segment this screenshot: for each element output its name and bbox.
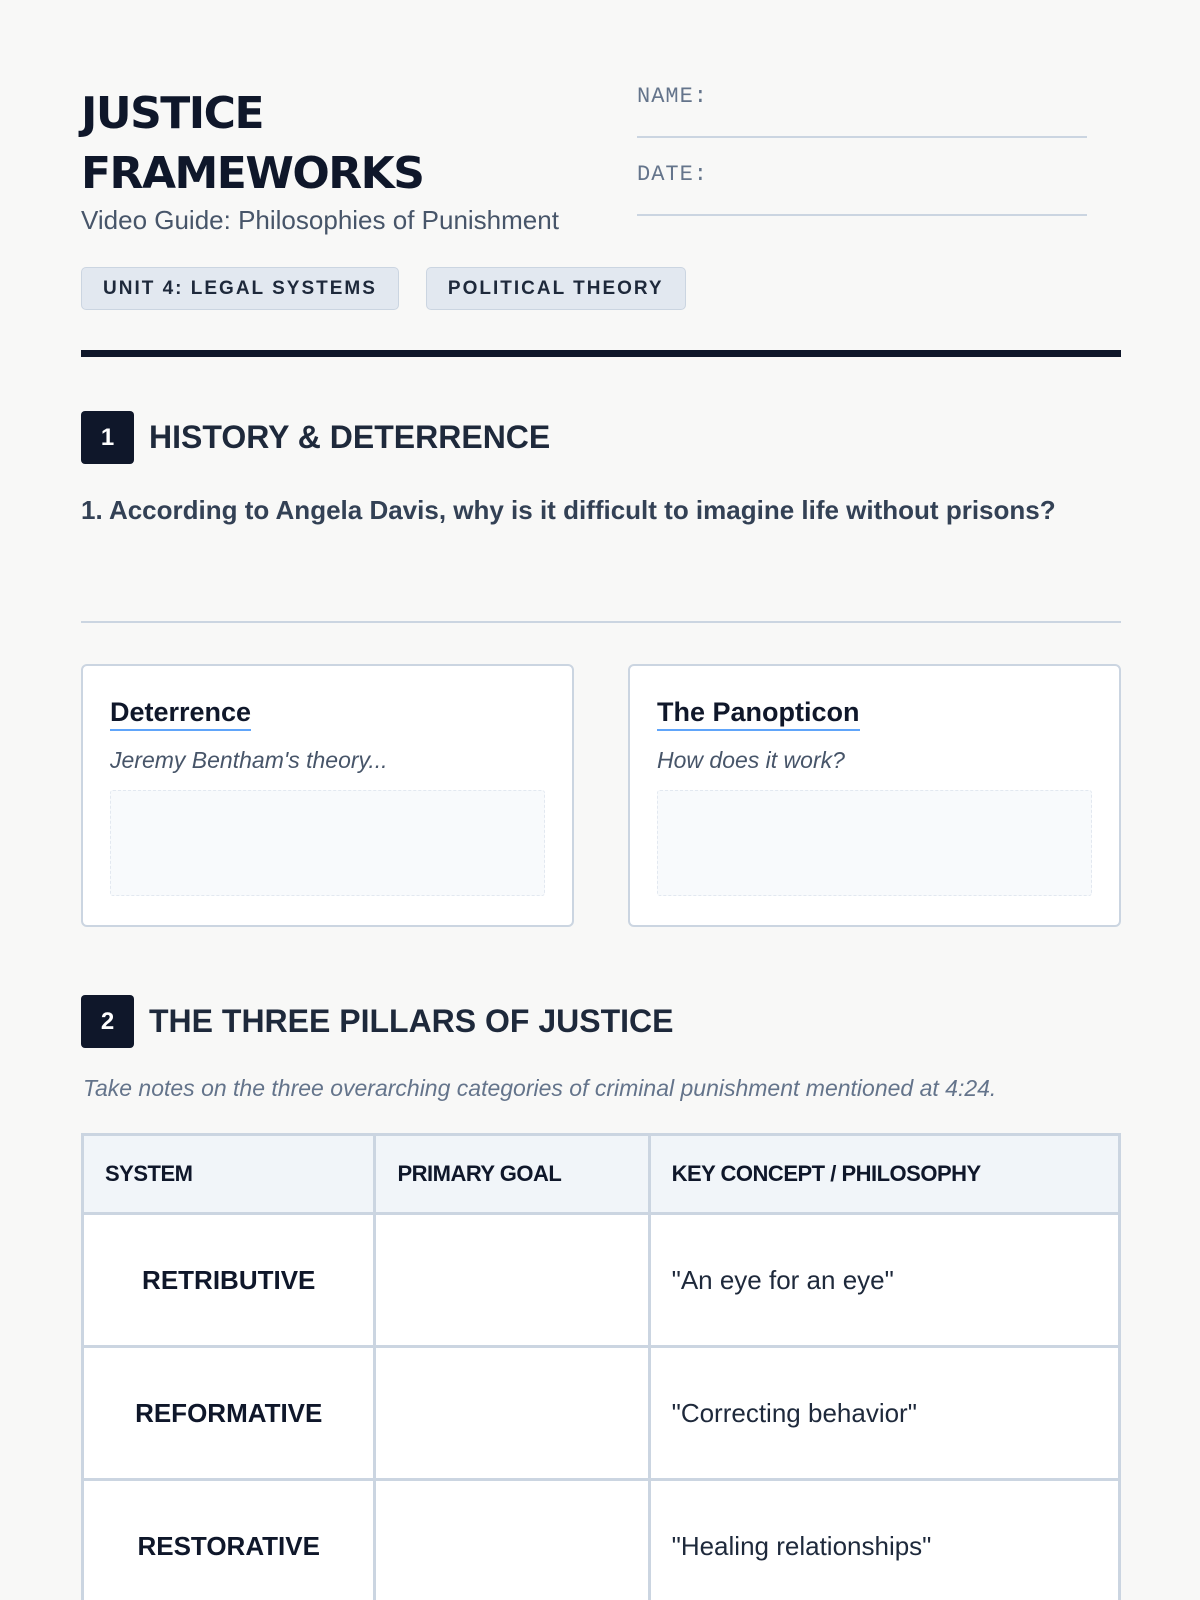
goal-answer-cell[interactable]	[375, 1214, 649, 1347]
section-instructions: Take notes on the three overarching categories of criminal punishment mentioned at 4:24.	[83, 1075, 997, 1101]
name-label: NAME:	[637, 84, 709, 109]
card-answer-box[interactable]	[110, 790, 545, 896]
section-title: HISTORY & DETERRENCE	[149, 419, 551, 455]
card-title: Deterrence	[110, 696, 251, 731]
concept-cell: "Correcting behavior"	[649, 1347, 1119, 1480]
section-2-header	[81, 995, 673, 1048]
answer-line[interactable]	[81, 621, 1121, 623]
column-header-goal: PRIMARY GOAL	[375, 1135, 649, 1214]
name-field[interactable]	[637, 136, 1087, 138]
table-row	[83, 1214, 1120, 1347]
pillars-table	[81, 1133, 1121, 1600]
system-cell: RETRIBUTIVE	[83, 1214, 375, 1347]
goal-answer-cell[interactable]	[375, 1347, 649, 1480]
concept-cell: "An eye for an eye"	[649, 1214, 1119, 1347]
section-title: THE THREE PILLARS OF JUSTICE	[149, 1003, 674, 1039]
column-header-system: SYSTEM	[83, 1135, 375, 1214]
title-line-1: JUSTICE	[81, 88, 264, 139]
section-number-badge: 2	[81, 995, 134, 1048]
question-prompt: 1. According to Angela Davis, why is it difficult to imagine life without prisons?	[81, 495, 1056, 525]
table-header-row	[83, 1135, 1120, 1214]
card-panopticon	[628, 664, 1121, 927]
column-header-concept: KEY CONCEPT / PHILOSOPHY	[649, 1135, 1119, 1214]
title-line-2: FRAMEWORKS	[81, 148, 424, 199]
header-divider	[81, 350, 1121, 357]
concept-cell: "Healing relationships"	[649, 1480, 1119, 1600]
student-fields	[637, 80, 1087, 236]
table-row	[83, 1347, 1120, 1480]
system-cell: REFORMATIVE	[83, 1347, 375, 1480]
card-subtitle: How does it work?	[657, 747, 845, 773]
card-subtitle: Jeremy Bentham's theory...	[110, 747, 388, 773]
tag-unit: UNIT 4: LEGAL SYSTEMS	[81, 267, 399, 310]
worksheet-header	[81, 80, 1121, 320]
card-title: The Panopticon	[657, 696, 860, 731]
system-cell: RESTORATIVE	[83, 1480, 375, 1600]
tag-subject: POLITICAL THEORY	[426, 267, 686, 310]
card-deterrence	[81, 664, 574, 927]
tag-list	[81, 267, 686, 310]
section-1-header	[81, 411, 550, 464]
page-title	[81, 84, 423, 204]
date-field[interactable]	[637, 214, 1087, 216]
table-row	[83, 1480, 1120, 1600]
goal-answer-cell[interactable]	[375, 1480, 649, 1600]
card-answer-box[interactable]	[657, 790, 1092, 896]
concept-cards	[81, 664, 1121, 927]
section-number-badge: 1	[81, 411, 134, 464]
date-label: DATE:	[637, 162, 709, 187]
page-subtitle: Video Guide: Philosophies of Punishment	[81, 205, 559, 235]
